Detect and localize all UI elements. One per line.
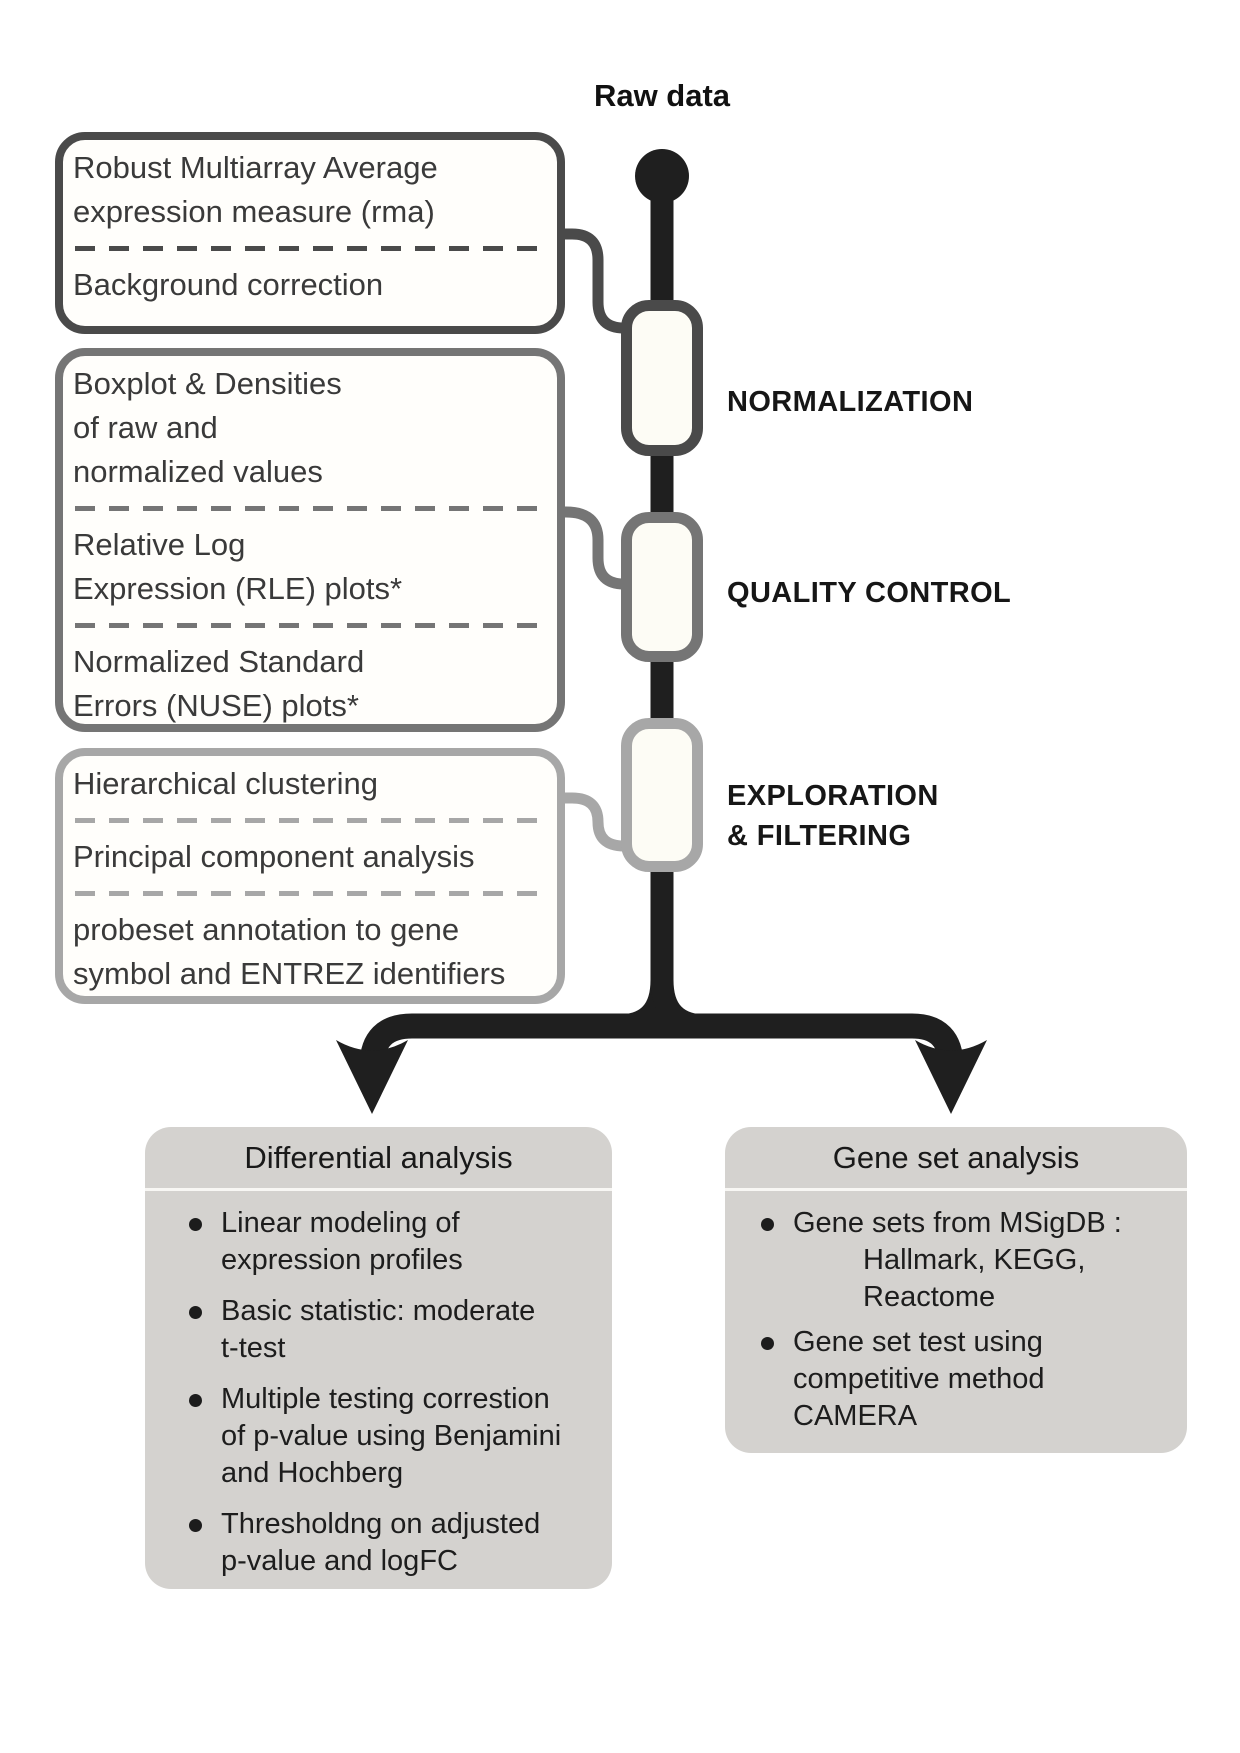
bullet-line: Basic statistic: moderate xyxy=(221,1295,536,1327)
bullet-line: Linear modeling of xyxy=(221,1207,460,1239)
bullet-line: expression profiles xyxy=(221,1244,463,1276)
stage-label-exploration-filtering xyxy=(727,776,939,856)
list-item xyxy=(757,1324,1179,1435)
bullet-line: and Hochberg xyxy=(221,1457,404,1489)
bullet-line: CAMERA xyxy=(793,1400,918,1432)
differential-analysis-list xyxy=(145,1191,612,1580)
bullet-line: Reactome xyxy=(863,1281,996,1313)
arrowhead-left-icon xyxy=(336,1040,408,1114)
exploration-steps-box xyxy=(55,748,565,1004)
bullet-line: Gene set test using xyxy=(793,1326,1043,1358)
step-rle-line2: Expression (RLE) plots* xyxy=(73,571,403,606)
step-hierarchical-clustering: Hierarchical clustering xyxy=(73,766,378,801)
step-boxplot-line3: normalized values xyxy=(73,454,323,489)
dashed-divider xyxy=(75,891,541,896)
raw-data-label: Raw data xyxy=(593,78,731,113)
step-nuse-line2: Errors (NUSE) plots* xyxy=(73,688,359,723)
bullet-line: Gene sets from MSigDB : xyxy=(793,1207,1122,1239)
gene-set-analysis-title: Gene set analysis xyxy=(832,1140,1080,1175)
step-rma-line1: Robust Multiarray Average xyxy=(73,150,438,185)
dashed-divider xyxy=(75,818,541,823)
bullet-line: Hallmark, KEGG, xyxy=(863,1244,1086,1276)
bullet-line: competitive method xyxy=(793,1363,1045,1395)
bullet-line: Multiple testing correstion xyxy=(221,1383,550,1415)
normalization-steps-box xyxy=(55,132,565,334)
bullet-line: Thresholdng on adjusted xyxy=(221,1508,541,1540)
bullet-line: p-value and logFC xyxy=(221,1545,458,1577)
differential-analysis-box xyxy=(145,1127,612,1589)
step-background-correction: Background correction xyxy=(73,267,384,302)
dashed-divider xyxy=(75,246,541,251)
connector-quality-control xyxy=(560,512,624,584)
stage-label-line: & FILTERING xyxy=(727,820,912,852)
step-rma-line2: expression measure (rma) xyxy=(73,194,435,229)
stage-label-line: QUALITY CONTROL xyxy=(727,577,1012,609)
step-pca: Principal component analysis xyxy=(73,839,475,874)
list-item xyxy=(185,1293,604,1367)
gene-set-analysis-list xyxy=(725,1191,1187,1435)
step-boxplot-line2: of raw and xyxy=(73,410,218,445)
dashed-divider xyxy=(75,506,541,511)
normalization-node xyxy=(621,300,703,456)
bullet-line: t-test xyxy=(221,1332,286,1364)
exploration-node xyxy=(621,718,703,872)
stage-label-quality-control xyxy=(727,573,1011,613)
gene-set-analysis-box xyxy=(725,1127,1187,1453)
split-band xyxy=(372,1026,951,1066)
step-boxplot-line1: Boxplot & Densities xyxy=(73,366,342,401)
step-nuse-line1: Normalized Standard xyxy=(73,644,365,679)
stage-label-line: EXPLORATION xyxy=(727,780,939,812)
dashed-divider xyxy=(75,623,541,628)
list-item xyxy=(185,1205,604,1279)
differential-analysis-title: Differential analysis xyxy=(244,1140,513,1175)
arrowhead-right-icon xyxy=(915,1040,987,1114)
quality-control-steps-box xyxy=(55,348,565,732)
list-item xyxy=(185,1506,604,1580)
step-rle-line1: Relative Log xyxy=(73,527,246,562)
bullet-line: of p-value using Benjamini xyxy=(221,1420,562,1452)
stage-label-line: NORMALIZATION xyxy=(727,386,974,418)
list-item xyxy=(185,1381,604,1492)
quality-control-node xyxy=(621,512,703,662)
list-item xyxy=(757,1205,1179,1316)
step-annotation-line2: symbol and ENTREZ identifiers xyxy=(73,956,506,991)
step-annotation-line1: probeset annotation to gene xyxy=(73,912,460,947)
connector-exploration xyxy=(560,798,624,846)
stage-label-normalization xyxy=(727,382,973,422)
connector-normalization xyxy=(560,234,624,328)
